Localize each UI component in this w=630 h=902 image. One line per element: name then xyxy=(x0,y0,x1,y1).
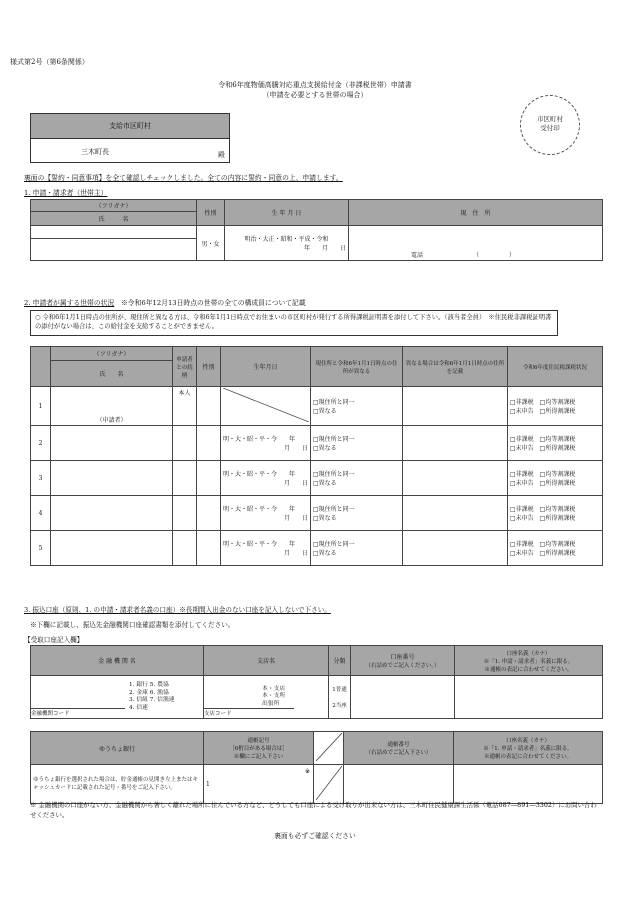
row-era: 明・大・昭・平・令 年 xyxy=(223,436,296,443)
dob-date: 年 月 日 xyxy=(303,245,346,252)
gender-header: 性別 xyxy=(197,200,225,226)
footer-note: ※ 金融機関の口座がない方、金融機関から著しく離れた場所に住んでいる方など、どうしても口座による受け取りが出来ない方は、三木町住民健康課生活係（電話087―891―3302）にお問い合わせください。 xyxy=(30,801,597,819)
tax-opt2[interactable]: □未申告 □所得割課税 xyxy=(510,550,576,557)
section2-title-wrap xyxy=(24,297,306,307)
form-subtitle: （申請を必要とする世帯の場合） xyxy=(262,91,368,99)
tax-opt1[interactable]: □非課税 □均等割課税 xyxy=(510,471,576,478)
branch-type-2[interactable]: 本・支所 xyxy=(262,693,286,700)
row-tax[interactable] xyxy=(508,461,603,496)
row-addr-prev[interactable] xyxy=(403,461,508,496)
row-ym: 月 日 xyxy=(283,480,308,487)
passbook-number-input[interactable] xyxy=(344,765,454,804)
passbook-sub1: ［6桁目がある場合は］ xyxy=(229,746,288,752)
name-input[interactable] xyxy=(31,239,197,261)
table-row xyxy=(31,531,603,566)
acct-type-2[interactable]: 2当座 xyxy=(332,703,347,709)
acct-number-input[interactable] xyxy=(351,676,455,719)
holder-sub2: ※通帳の表記に合わせてください。 xyxy=(484,666,573,673)
row-addr-prev[interactable] xyxy=(403,387,508,426)
passbook-code-header: 通帳記号 xyxy=(247,738,270,744)
yucho-holder-input[interactable] xyxy=(454,765,603,804)
addressee-suffix: 殿 xyxy=(218,151,225,159)
row-addr-prev[interactable] xyxy=(403,531,508,566)
row-addr-diff[interactable] xyxy=(311,426,403,461)
yucho-table xyxy=(30,731,603,804)
tax-status-header: 令和6年度住民税課税状況 xyxy=(508,347,603,387)
bank-code-label: 金融機関コード xyxy=(31,708,125,718)
row-ym: 月 日 xyxy=(283,515,308,522)
row-no: 1 xyxy=(31,387,51,426)
tax-opt2[interactable]: □未申告 □所得割課税 xyxy=(510,480,576,487)
passbook-num-header: 通帳番号 xyxy=(387,742,410,748)
row-addr-prev[interactable] xyxy=(403,426,508,461)
section3-note: ※下欄に記載し、振込先金融機関口座確認書類を添付してください。 xyxy=(30,621,235,629)
pledge-text: 裏面の【誓約・同意事項】を全て確認しチェックしました。全ての内容に誓約・同意の上、申請します。 xyxy=(24,174,343,182)
row-dob[interactable] xyxy=(221,496,311,531)
dob-era: 明治・大正・昭和・平成・令和 xyxy=(244,236,329,243)
addr-opt2[interactable]: □異なる xyxy=(313,480,337,487)
bank-header: 金 融 機 関 名 xyxy=(31,646,204,676)
row-name[interactable] xyxy=(51,531,173,566)
row-era: 明・大・昭・平・令 年 xyxy=(223,471,296,478)
row-era: 明・大・昭・平・令 年 xyxy=(223,506,296,513)
section3-title: 3. 振込口座（原則、1. の申請・請求者名義の口座）※長期間入出金のない口座を記入しないで下さい。 xyxy=(24,606,331,614)
row-dob[interactable] xyxy=(221,426,311,461)
passbook-num-sub: （右詰めでご記入下さい） xyxy=(365,750,432,756)
addr-opt1[interactable]: □現住所と同一 xyxy=(313,471,355,478)
row-era: 明・大・昭・平・令 年 xyxy=(223,541,296,548)
row-relation[interactable]: 本人 xyxy=(173,387,197,426)
acct-header: 口座番号 xyxy=(390,654,415,661)
holder-sub1: ※「1. 申請・請求者」名義に限る。 xyxy=(483,658,574,665)
relation-header: 申請者との続柄 xyxy=(173,347,197,387)
name-header: 氏 名 xyxy=(31,212,197,226)
row-dob[interactable] xyxy=(221,461,311,496)
row-dob-struck xyxy=(221,387,311,426)
bank-type-3[interactable]: 3. 信組 7. 信漁連 xyxy=(129,697,175,703)
hh-name-header: 氏 名 xyxy=(51,361,173,387)
dob-input[interactable] xyxy=(225,226,349,261)
form-number: 様式第2号（第6条関係） xyxy=(10,58,89,66)
bank-name-input[interactable] xyxy=(31,676,204,719)
section1-title: 1. 申請・請求者（世帯主） xyxy=(24,189,108,197)
reception-stamp xyxy=(520,95,580,155)
yucho-holder-sub1: ※「1. 申請・請求者」名義に限る。 xyxy=(483,746,573,752)
row-ym: 月 日 xyxy=(283,550,308,557)
table-row xyxy=(31,387,603,426)
bank-type-2[interactable]: 2. 金庫 6. 漁協 xyxy=(129,689,169,696)
row-tax[interactable] xyxy=(508,426,603,461)
row-relation[interactable] xyxy=(173,461,197,496)
hh-dob-header: 生年月日 xyxy=(221,347,311,387)
passbook-struck-cell xyxy=(314,765,344,804)
row-relation[interactable] xyxy=(173,426,197,461)
row-tax[interactable] xyxy=(508,496,603,531)
applicant-table xyxy=(30,199,603,261)
tel-label: 電話 xyxy=(411,252,424,259)
tax-opt1[interactable]: □非課税 □均等割課税 xyxy=(510,506,576,513)
dob-header: 生 年 月 日 xyxy=(225,200,349,226)
acct-type-input[interactable] xyxy=(329,676,351,719)
acct-holder-input[interactable] xyxy=(455,676,603,719)
row-name[interactable]: （申請者） xyxy=(51,387,173,426)
tax-opt1[interactable]: □非課税 □均等割課税 xyxy=(510,399,576,406)
row-gender[interactable] xyxy=(197,531,221,566)
section2-title: 2. 申請者が属する世帯の状況 xyxy=(24,299,115,307)
branch-type-1[interactable]: 本・支店 xyxy=(262,685,286,692)
yucho-header: ゆうちょ銀行 xyxy=(31,732,204,765)
row-addr-diff[interactable] xyxy=(311,496,403,531)
row-gender[interactable] xyxy=(197,461,221,496)
gender-options[interactable] xyxy=(197,226,225,261)
row-gender[interactable] xyxy=(197,426,221,461)
address-header: 現 住 所 xyxy=(349,200,603,226)
addr-opt2[interactable]: □異なる xyxy=(313,445,337,452)
row-name[interactable] xyxy=(51,496,173,531)
row-tax[interactable] xyxy=(508,387,603,426)
addr-diff-header: 現住所と令和6年1月1日時点の住所が異なる xyxy=(311,347,403,387)
section2-note: ※令和6年12月13日時点の世帯の全ての構成員について記載 xyxy=(121,299,306,307)
yucho-holder-sub2: ※通帳の表記に合わせてください。 xyxy=(483,754,572,760)
tax-opt2[interactable]: □未申告 □所得割課税 xyxy=(510,515,576,522)
tax-opt2[interactable]: □未申告 □所得割課税 xyxy=(510,408,576,415)
stamp-line1: 市区町村 xyxy=(537,115,563,123)
passbook-prefix: 1 xyxy=(206,780,210,788)
row-relation[interactable] xyxy=(173,496,197,531)
row-dob[interactable] xyxy=(221,531,311,566)
furigana-input[interactable] xyxy=(31,226,197,239)
addr-opt1[interactable]: □現住所と同一 xyxy=(313,436,355,443)
row-name[interactable] xyxy=(51,461,173,496)
furigana-header: （フリガナ） xyxy=(31,200,197,212)
branch-input[interactable] xyxy=(204,676,329,719)
form-title: 令和6年度物価高騰対応重点支援給付金（非課税世帯）申請書 xyxy=(218,81,412,89)
notice-box: ○ 令和6年1月1日時点の住所が、現住所と異なる方は、令和6年1月1日時点でお住まいの市区町村が発行する所得課税証明書を添付して下さい。（該当者全員） ※住民税非課税証明書の添付がない場合は、この給付金を支給することができません。 xyxy=(30,310,558,336)
bank-type-4[interactable]: 4. 信連 xyxy=(129,704,148,711)
tel-paren: （ ） xyxy=(473,252,516,259)
addressee-box xyxy=(30,113,230,163)
addr-prev-header: 異なる場合は令和6年1月1日時点の住所を記載 xyxy=(403,347,508,387)
row-no: 5 xyxy=(31,531,51,566)
bank-type-1[interactable]: 1. 銀行 5. 農協 xyxy=(129,682,169,688)
hh-gender-header: 性別 xyxy=(197,347,221,387)
row-name[interactable] xyxy=(51,426,173,461)
branch-code-label: 支店コード xyxy=(204,708,294,718)
branch-type-3[interactable]: 出張所 xyxy=(262,700,280,707)
passbook-mark: ※ xyxy=(304,768,310,775)
tax-opt1[interactable]: □非課税 □均等割課税 xyxy=(510,541,576,548)
addr-opt2[interactable]: □異なる xyxy=(313,515,337,522)
stamp-line2: 受付印 xyxy=(540,124,560,132)
table-row xyxy=(31,496,603,531)
address-input[interactable] xyxy=(349,226,603,261)
addressee-name: 三木町長 xyxy=(81,148,109,156)
row-addr-diff[interactable] xyxy=(311,387,403,426)
row-tax[interactable] xyxy=(508,531,603,566)
row-gender[interactable] xyxy=(197,387,221,426)
row-gender[interactable] xyxy=(197,496,221,531)
hh-furigana-header: （フリガナ） xyxy=(51,347,173,361)
row-no: 3 xyxy=(31,461,51,496)
tax-opt1[interactable]: □非課税 □均等割課税 xyxy=(510,436,576,443)
addr-opt2[interactable]: □異なる xyxy=(313,550,337,557)
passbook-sub2: ※欄にご記入下さい xyxy=(233,754,284,760)
acct-type-1[interactable]: 1普通 xyxy=(332,687,347,693)
row-addr-prev[interactable] xyxy=(403,496,508,531)
row-no: 2 xyxy=(31,426,51,461)
row-no: 4 xyxy=(31,496,51,531)
gender-options-text: 男・女 xyxy=(201,240,220,248)
yucho-holder-header: 口座名義（カナ） xyxy=(505,738,550,744)
tax-opt2[interactable]: □未申告 □所得割課税 xyxy=(510,445,576,452)
acct-sub: （右詰めでご記入ください。） xyxy=(365,663,440,669)
account-box-title: 【受取口座記入欄】 xyxy=(24,636,84,644)
table-row xyxy=(31,461,603,496)
table-row xyxy=(31,426,603,461)
addr-opt2[interactable]: □異なる xyxy=(313,408,337,415)
row-relation[interactable] xyxy=(173,531,197,566)
addressee-header: 支給市区町村 xyxy=(31,114,229,139)
addr-opt1[interactable]: □現住所と同一 xyxy=(313,541,355,548)
passbook-code-input[interactable] xyxy=(204,765,314,804)
bank-account-table xyxy=(30,645,603,719)
row-addr-diff[interactable] xyxy=(311,461,403,496)
household-table xyxy=(30,346,603,566)
row-addr-diff[interactable] xyxy=(311,531,403,566)
yucho-struck-cell xyxy=(314,732,344,765)
row-ym: 月 日 xyxy=(283,445,308,452)
branch-header: 支店名 xyxy=(204,646,329,676)
type-header: 分類 xyxy=(329,646,351,676)
addr-opt1[interactable]: □現住所と同一 xyxy=(313,506,355,513)
addr-opt1[interactable]: □現住所と同一 xyxy=(313,399,355,406)
yucho-desc: ゆうちょ銀行を選択された場合は、貯金通帳の見開き左上またはキャッシュカードに記載された記号・番号をご記入下さい。 xyxy=(31,765,204,804)
back-note: 裏面も必ずご確認ください xyxy=(274,832,356,840)
holder-header: 口座名義（カナ） xyxy=(506,650,551,657)
